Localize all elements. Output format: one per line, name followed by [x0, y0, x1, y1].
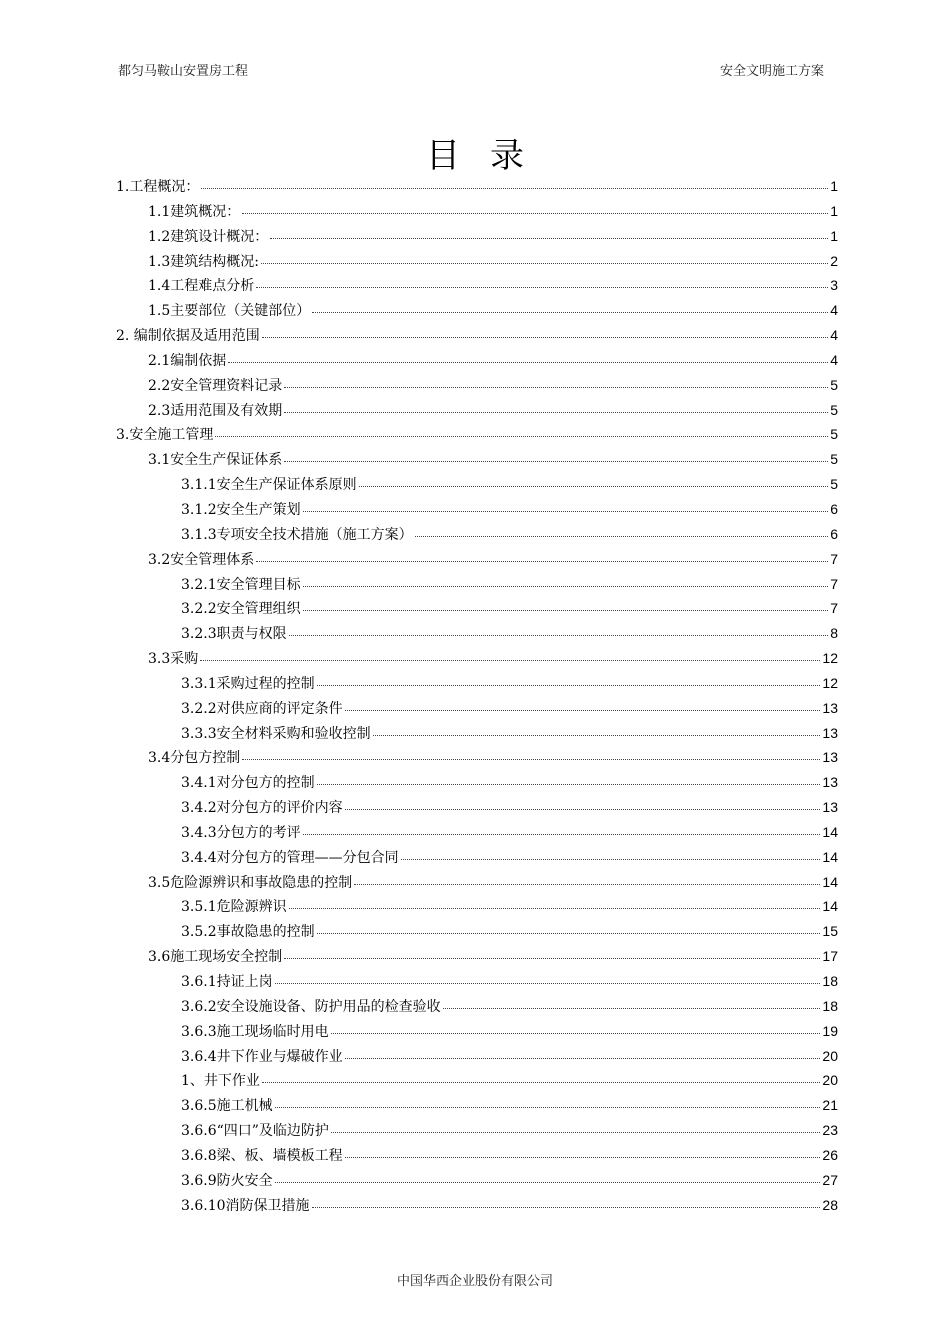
- toc-leader-dots: [275, 1106, 821, 1108]
- toc-entry-page: 1: [830, 178, 838, 194]
- toc-entry-page: 14: [822, 848, 838, 865]
- toc-entry[interactable]: [116, 872, 838, 897]
- toc-leader-dots: [256, 560, 828, 562]
- toc-leader-dots: [373, 734, 821, 736]
- toc-entry-label: 3.6施工现场安全控制: [148, 949, 283, 966]
- toc-entry[interactable]: [116, 946, 838, 971]
- toc-entry-label: 3.4.3分包方的考评: [181, 824, 301, 841]
- toc-entry-label: 1.4工程难点分析: [148, 278, 255, 295]
- toc-entry-label: 3.2.3职责与权限: [181, 626, 287, 643]
- toc-entry-page: 17: [822, 948, 838, 965]
- header-document-title: 安全文明施工方案: [719, 64, 824, 79]
- toc-entry-label: 3.6.6“四口”及临边防护: [181, 1123, 329, 1140]
- toc-leader-dots: [284, 386, 828, 388]
- toc-entry-page: 14: [822, 898, 838, 915]
- toc-entry-page: 7: [830, 575, 838, 592]
- toc-entry-page: 20: [822, 1047, 838, 1064]
- toc-leader-dots: [345, 808, 821, 810]
- toc-entry-page: 7: [830, 550, 838, 567]
- toc-entry[interactable]: [116, 1046, 838, 1071]
- toc-entry-label: 3.6.3施工现场临时用电: [181, 1023, 329, 1040]
- toc-leader-dots: [275, 982, 821, 984]
- toc-entry[interactable]: [116, 1195, 838, 1220]
- toc-entry-page: 4: [830, 351, 838, 368]
- toc-entry[interactable]: [116, 325, 838, 350]
- toc-entry[interactable]: [116, 400, 838, 425]
- toc-entry[interactable]: [116, 549, 838, 574]
- toc-entry[interactable]: [116, 449, 838, 474]
- toc-entry-label: 3.6.5施工机械: [181, 1098, 273, 1115]
- toc-entry[interactable]: [116, 176, 838, 201]
- toc-entry-page: 13: [822, 799, 838, 816]
- toc-entry-label: 3.5.1危险源辨识: [181, 899, 287, 916]
- toc-entry-label: 1.5主要部位（关键部位）: [148, 303, 311, 320]
- toc-entry-label: 3.2.2安全管理组织: [181, 601, 301, 618]
- toc-entry-label: 2.1编制依据: [148, 352, 227, 369]
- toc-entry[interactable]: [116, 648, 838, 673]
- toc-entry-page: 18: [822, 997, 838, 1014]
- toc-entry-page: 27: [822, 1171, 838, 1188]
- toc-entry-label: 3.4.1对分包方的控制: [181, 775, 315, 792]
- toc-entry-label: 1.1建筑概况：: [148, 203, 241, 220]
- toc-entry[interactable]: [116, 251, 838, 276]
- toc-entry-page: 5: [830, 426, 838, 443]
- toc-leader-dots: [312, 1206, 821, 1208]
- toc-entry-label: 3.4.4对分包方的管理——分包合同: [181, 849, 399, 866]
- toc-entry-page: 5: [830, 476, 838, 493]
- toc-entry-page: 5: [830, 401, 838, 418]
- toc-entry-page: 21: [822, 1097, 838, 1114]
- toc-entry-label: 3.6.2安全设施设备、防护用品的检查验收: [181, 998, 441, 1015]
- toc-leader-dots: [415, 535, 829, 537]
- toc-leader-dots: [200, 659, 820, 661]
- toc-leader-dots: [289, 907, 821, 909]
- toc-entry-page: 1: [830, 202, 838, 219]
- toc-leader-dots: [270, 237, 828, 239]
- toc-leader-dots: [354, 883, 820, 885]
- toc-leader-dots: [275, 1181, 821, 1183]
- toc-leader-dots: [303, 510, 829, 512]
- toc-leader-dots: [317, 932, 821, 934]
- toc-entry-label: 3.1.2安全生产策划: [181, 501, 301, 518]
- toc-leader-dots: [228, 361, 828, 363]
- toc-entry-page: 1: [830, 227, 838, 244]
- toc-entry-label: 3.安全施工管理: [116, 427, 214, 444]
- toc-leader-dots: [443, 1007, 821, 1009]
- toc-entry[interactable]: [116, 1095, 838, 1120]
- toc-leader-dots: [331, 1032, 821, 1034]
- toc-entry-page: 13: [822, 774, 838, 791]
- toc-entry[interactable]: [116, 623, 838, 648]
- toc-leader-dots: [262, 1081, 821, 1083]
- page-title: 目录: [426, 136, 554, 176]
- toc-entry[interactable]: [116, 1170, 838, 1195]
- toc-leader-dots: [303, 833, 821, 835]
- toc-entry-page: 13: [822, 749, 838, 766]
- toc-leader-dots: [303, 585, 829, 587]
- toc-leader-dots: [262, 336, 828, 338]
- toc-leader-dots: [289, 634, 829, 636]
- toc-entry-page: 20: [822, 1072, 838, 1089]
- toc-entry[interactable]: [116, 1021, 838, 1046]
- toc-entry[interactable]: [116, 797, 838, 822]
- toc-entry-label: 3.1.1安全生产保证体系原则: [181, 477, 357, 494]
- toc-entry-page: 12: [822, 650, 838, 667]
- toc-entry-page: 6: [830, 525, 838, 542]
- toc-entry-label: 2.3适用范围及有效期: [148, 402, 283, 419]
- toc-entry[interactable]: [116, 822, 838, 847]
- toc-entry-page: 14: [822, 873, 838, 890]
- toc-leader-dots: [256, 286, 828, 288]
- toc-entry-page: 18: [822, 973, 838, 989]
- toc-entry-page: 26: [822, 1146, 838, 1163]
- toc-entry-page: 28: [822, 1196, 838, 1213]
- toc-entry-label: 3.4分包方控制: [148, 750, 241, 767]
- toc-entry-label: 1、井下作业: [181, 1073, 260, 1090]
- toc-entry-label: 2. 编制依据及适用范围: [116, 328, 260, 345]
- toc-entry-label: 1.2建筑设计概况：: [148, 228, 269, 245]
- toc-entry-page: 12: [822, 674, 838, 691]
- toc-entry-label: 1.工程概况：: [116, 179, 200, 195]
- toc-entry[interactable]: [116, 350, 838, 375]
- table-of-contents: [116, 176, 838, 1219]
- footer-company: 中国华西企业股份有限公司: [396, 1274, 553, 1289]
- toc-entry-label: 3.5.2事故隐患的控制: [181, 924, 315, 941]
- toc-leader-dots: [345, 709, 821, 711]
- toc-entry[interactable]: [116, 996, 838, 1021]
- toc-leader-dots: [201, 187, 828, 189]
- toc-entry-label: 3.3采购: [148, 651, 199, 668]
- toc-entry[interactable]: [116, 723, 838, 748]
- toc-entry-page: 13: [822, 699, 838, 716]
- toc-entry[interactable]: [116, 474, 838, 499]
- toc-entry[interactable]: [116, 698, 838, 723]
- toc-entry-page: 2: [830, 252, 838, 269]
- toc-entry-label: 3.3.3安全材料采购和验收控制: [181, 725, 371, 742]
- toc-entry[interactable]: [116, 375, 838, 400]
- toc-entry-label: 3.6.8梁、板、墙模板工程: [181, 1147, 343, 1164]
- toc-entry-label: 3.6.10消防保卫措施: [181, 1197, 310, 1214]
- toc-leader-dots: [242, 758, 820, 760]
- toc-leader-dots: [284, 411, 828, 413]
- toc-entry-page: 13: [822, 724, 838, 741]
- toc-entry[interactable]: [116, 424, 838, 449]
- toc-leader-dots: [242, 212, 828, 214]
- toc-entry[interactable]: [116, 847, 838, 872]
- toc-entry[interactable]: [116, 201, 838, 226]
- toc-entry[interactable]: [116, 300, 838, 325]
- toc-leader-dots: [401, 858, 821, 860]
- toc-entry-page: 5: [830, 451, 838, 468]
- toc-leader-dots: [284, 460, 828, 462]
- toc-entry[interactable]: [116, 772, 838, 797]
- toc-entry-page: 3: [830, 277, 838, 294]
- toc-leader-dots: [331, 1131, 820, 1133]
- toc-entry-label: 3.2安全管理体系: [148, 551, 255, 568]
- toc-entry[interactable]: [116, 971, 838, 996]
- toc-entry-page: 4: [830, 327, 838, 344]
- toc-entry-label: 3.2.1安全管理目标: [181, 576, 301, 593]
- toc-entry-page: 6: [830, 500, 838, 517]
- toc-entry-label: 3.6.4井下作业与爆破作业: [181, 1048, 343, 1065]
- toc-entry[interactable]: [116, 921, 838, 946]
- toc-entry[interactable]: [116, 747, 838, 772]
- toc-entry-page: 23: [822, 1122, 838, 1139]
- toc-entry-page: 5: [830, 376, 838, 393]
- toc-entry[interactable]: [116, 226, 838, 251]
- toc-entry[interactable]: [116, 574, 838, 599]
- toc-entry[interactable]: [116, 1145, 838, 1170]
- toc-entry-label: 3.2.2对供应商的评定条件: [181, 700, 343, 717]
- toc-entry-page: 14: [822, 823, 838, 840]
- toc-leader-dots: [359, 485, 829, 487]
- toc-entry-label: 2.2安全管理资料记录: [148, 377, 283, 394]
- toc-leader-dots: [261, 262, 828, 264]
- toc-entry[interactable]: [116, 1070, 838, 1095]
- toc-entry-label: 3.6.1持证上岗: [181, 974, 273, 990]
- toc-entry[interactable]: [116, 896, 838, 921]
- toc-entry[interactable]: [116, 499, 838, 524]
- toc-entry-label: 1.3建筑结构概况:: [148, 253, 259, 270]
- toc-entry[interactable]: [116, 275, 838, 300]
- toc-leader-dots: [317, 684, 821, 686]
- header-project-name: 都匀马鞍山安置房工程: [118, 64, 249, 79]
- toc-leader-dots: [303, 609, 829, 611]
- toc-entry-label: 3.3.1采购过程的控制: [181, 675, 315, 692]
- toc-entry[interactable]: [116, 1120, 838, 1145]
- toc-entry-page: 4: [830, 302, 838, 319]
- toc-entry-page: 15: [822, 923, 838, 940]
- toc-entry-label: 3.5危险源辨识和事故隐患的控制: [148, 874, 353, 891]
- toc-entry-label: 3.4.2对分包方的评价内容: [181, 800, 343, 817]
- toc-leader-dots: [317, 783, 821, 785]
- toc-entry-page: 7: [830, 600, 838, 617]
- toc-entry[interactable]: [116, 598, 838, 623]
- toc-entry[interactable]: [116, 524, 838, 549]
- toc-leader-dots: [215, 435, 828, 437]
- toc-entry-page: 8: [830, 625, 838, 642]
- toc-entry-label: 3.1安全生产保证体系: [148, 452, 283, 469]
- toc-leader-dots: [345, 1057, 821, 1059]
- toc-entry-label: 3.1.3专项安全技术措施（施工方案）: [181, 526, 413, 543]
- toc-entry[interactable]: [116, 673, 838, 698]
- toc-leader-dots: [284, 957, 820, 959]
- toc-entry-label: 3.6.9防火安全: [181, 1172, 273, 1189]
- toc-leader-dots: [312, 311, 828, 313]
- toc-entry-page: 19: [822, 1022, 838, 1039]
- toc-leader-dots: [345, 1156, 821, 1158]
